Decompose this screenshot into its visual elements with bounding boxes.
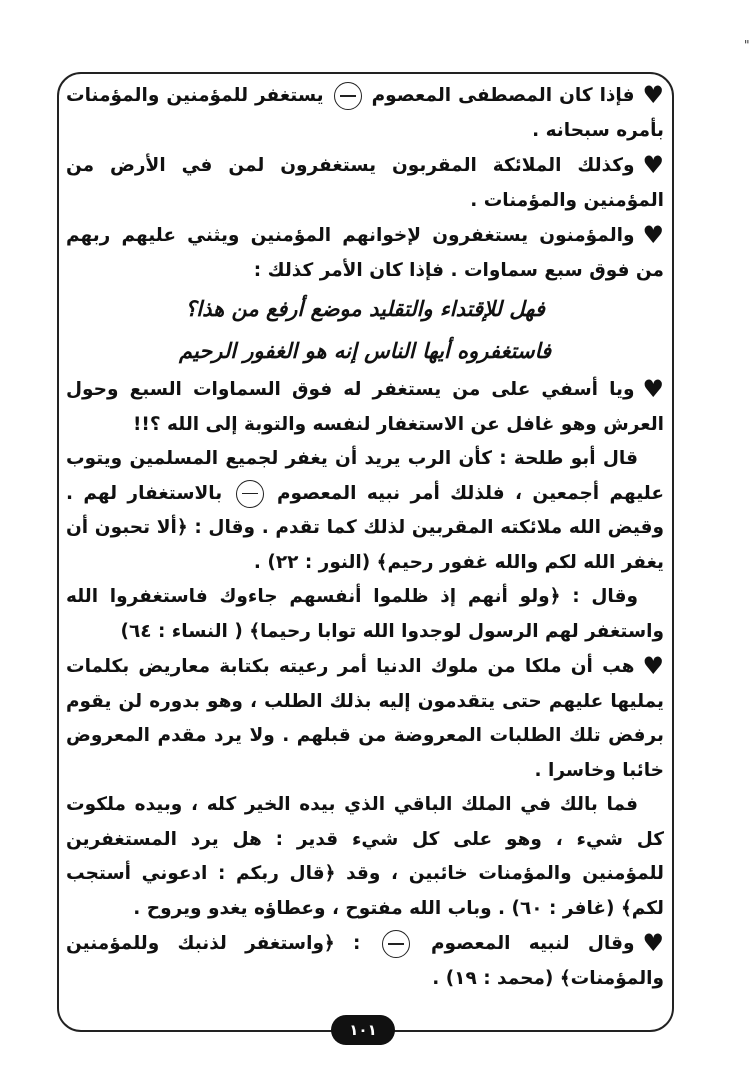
- heart-icon: ♥: [642, 81, 664, 109]
- paragraph-5: قال أبو طلحة : كأن الرب يريد أن يغفر لجميع المسلمين ويتوب عليهم أجمعين ، فلذلك أمر نبيه المعصوم بالاستغفار لهم . وقيض الله ملائكته المقربين لذلك كما تقدم . وقال : ﴿ألا تحبون أن يغفر الله لكم والله غفور رحيم﴾ (النور : ٢٢) .: [66, 448, 664, 573]
- paragraph-4: ♥ويا أسفي على من يستغفر له فوق السماوات السبع وحول العرش وهو غافل عن الاستغفار لنفسه والتوبة إلى الله ؟!!: [66, 372, 664, 442]
- salutation-seal-icon: [236, 480, 264, 508]
- paragraph-2: ♥وكذلك الملائكة المقربون يستغفرون لمن في الأرض من المؤمنين والمؤمنات .: [66, 148, 664, 218]
- heart-icon: ♥: [642, 151, 664, 179]
- heart-icon: ♥: [642, 375, 664, 403]
- paragraph-1: ♥فإذا كان المصطفى المعصوم يستغفر للمؤمنين والمؤمنات بأمره سبحانه .: [66, 78, 664, 148]
- heading-1: فهل للإقتداء والتقليد موضع أرفع من هذا؟: [185, 296, 545, 321]
- paragraph-7: ♥هب أن ملكا من ملوك الدنيا أمر رعيته بكتابة معاريض بكلمات يمليها عليهم حتى يتقدمون إليه بذلك الطلب ، وهو بدوره لن يقوم برفض تلك الطلبات المعروضة من قبلهم . ولا يرد مقدم المعروض خائبا وخاسرا .: [66, 649, 664, 788]
- paragraph-9: ♥وقال لنبيه المعصوم : ﴿واستغفر لذنبك وللمؤمنين والمؤمنات﴾ (محمد : ١٩) .: [66, 926, 664, 996]
- page-text: [66, 78, 664, 996]
- salutation-seal-icon: [382, 930, 410, 958]
- salutation-seal-icon: [334, 82, 362, 110]
- paragraph-6: وقال : ﴿ولو أنهم إذ ظلموا أنفسهم جاءوك فاستغفروا الله واستغفر لهم الرسول لوجدوا الله توابا رحيما﴾ ( النساء : ٦٤): [66, 586, 664, 642]
- paragraph-3: ♥والمؤمنون يستغفرون لإخوانهم المؤمنين ويثني عليهم ربهم من فوق سبع سماوات . فإذا كان الأمر كذلك :: [66, 218, 664, 288]
- heart-icon: ♥: [642, 221, 664, 249]
- edge-mark: ": [744, 38, 750, 52]
- heart-icon: ♥: [642, 652, 664, 680]
- heading-2: فاستغفروه أيها الناس إنه هو الغفور الرحيم: [178, 338, 552, 363]
- paragraph-8: فما بالك في الملك الباقي الذي بيده الخير كله ، وبيده ملكوت كل شيء ، وهو على كل شيء قدير : هل يرد المستغفرين للمؤمنين والمؤمنات خائبين ، وقد ﴿قال ربكم : ادعوني أستجب لكم﴾ (غافر : ٦٠) . وباب الله مفتوح ، وعطاؤه يغدو ويروح .: [66, 794, 664, 919]
- page-number: ١٠١: [331, 1015, 395, 1045]
- heart-icon: ♥: [642, 929, 664, 957]
